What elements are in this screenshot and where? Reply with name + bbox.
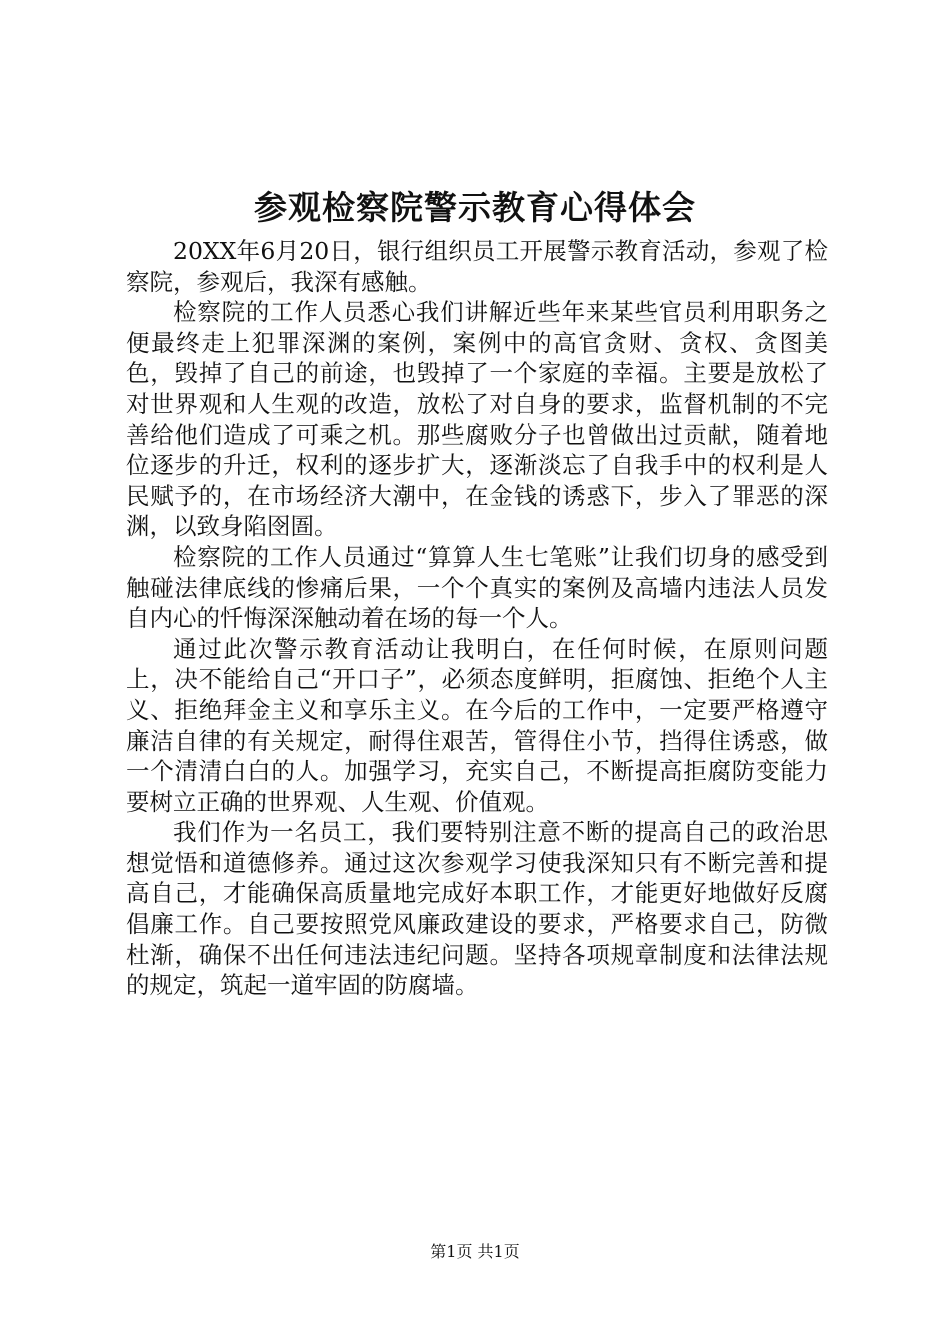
page-title: 参观检察院警示教育心得体会 <box>254 188 696 227</box>
paragraph-2: 检察院的工作人员悉心我们讲解近些年来某些官员利用职务之便最终走上犯罪深渊的案例，案例中的高官贪财、贪权、贪图美色，毁掉了自己的前途，也毁掉了一个家庭的幸福。主要是放松了对世界观和人生观的改造，放松了对自身的要求，监督机制的不完善给他们造成了可乘之机。那些腐败分子也曾做出过贡献，随着地位逐步的升迁，权利的逐步扩大，逐渐淡忘了自我手中的权利是人民赋予的，在市场经济大潮中，在金钱的诱惑下，步入了罪恶的深渊，以致身陷囹圄。 <box>126 298 828 541</box>
paragraph-5: 我们作为一名员工，我们要特别注意不断的提高自己的政治思想觉悟和道德修养。通过这次参观学习使我深知只有不断完善和提高自己，才能确保高质量地完成好本职工作，才能更好地做好反腐倡廉工作。自己要按照党风廉政建设的要求，严格要求自己，防微杜渐，确保不出任何违法违纪问题。坚持各项规章制度和法律法规的规定，筑起一道牢固的防腐墙。 <box>126 818 828 1000</box>
paragraph-1: 20XX年6月20日，银行组织员工开展警示教育活动，参观了检察院，参观后，我深有感触。 <box>126 237 828 296</box>
paragraph-4: 通过此次警示教育活动让我明白，在任何时候，在原则问题上，决不能给自己“开口子”，必须态度鲜明，拒腐蚀、拒绝个人主义、拒绝拜金主义和享乐主义。在今后的工作中，一定要严格遵守廉洁自律的有关规定，耐得住艰苦，管得住小节，挡得住诱惑，做一个清清白白的人。加强学习，充实自己，不断提高拒腐防变能力要树立正确的世界观、人生观、价值观。 <box>126 634 828 816</box>
page-footer: 第1页 共1页 <box>430 1242 520 1261</box>
document-body <box>126 236 828 1001</box>
paragraph-3: 检察院的工作人员通过“算算人生七笔账”让我们切身的感受到触碰法律底线的惨痛后果，一个个真实的案例及高墙内违法人员发自内心的忏悔深深触动着在场的每一个人。 <box>126 542 828 633</box>
